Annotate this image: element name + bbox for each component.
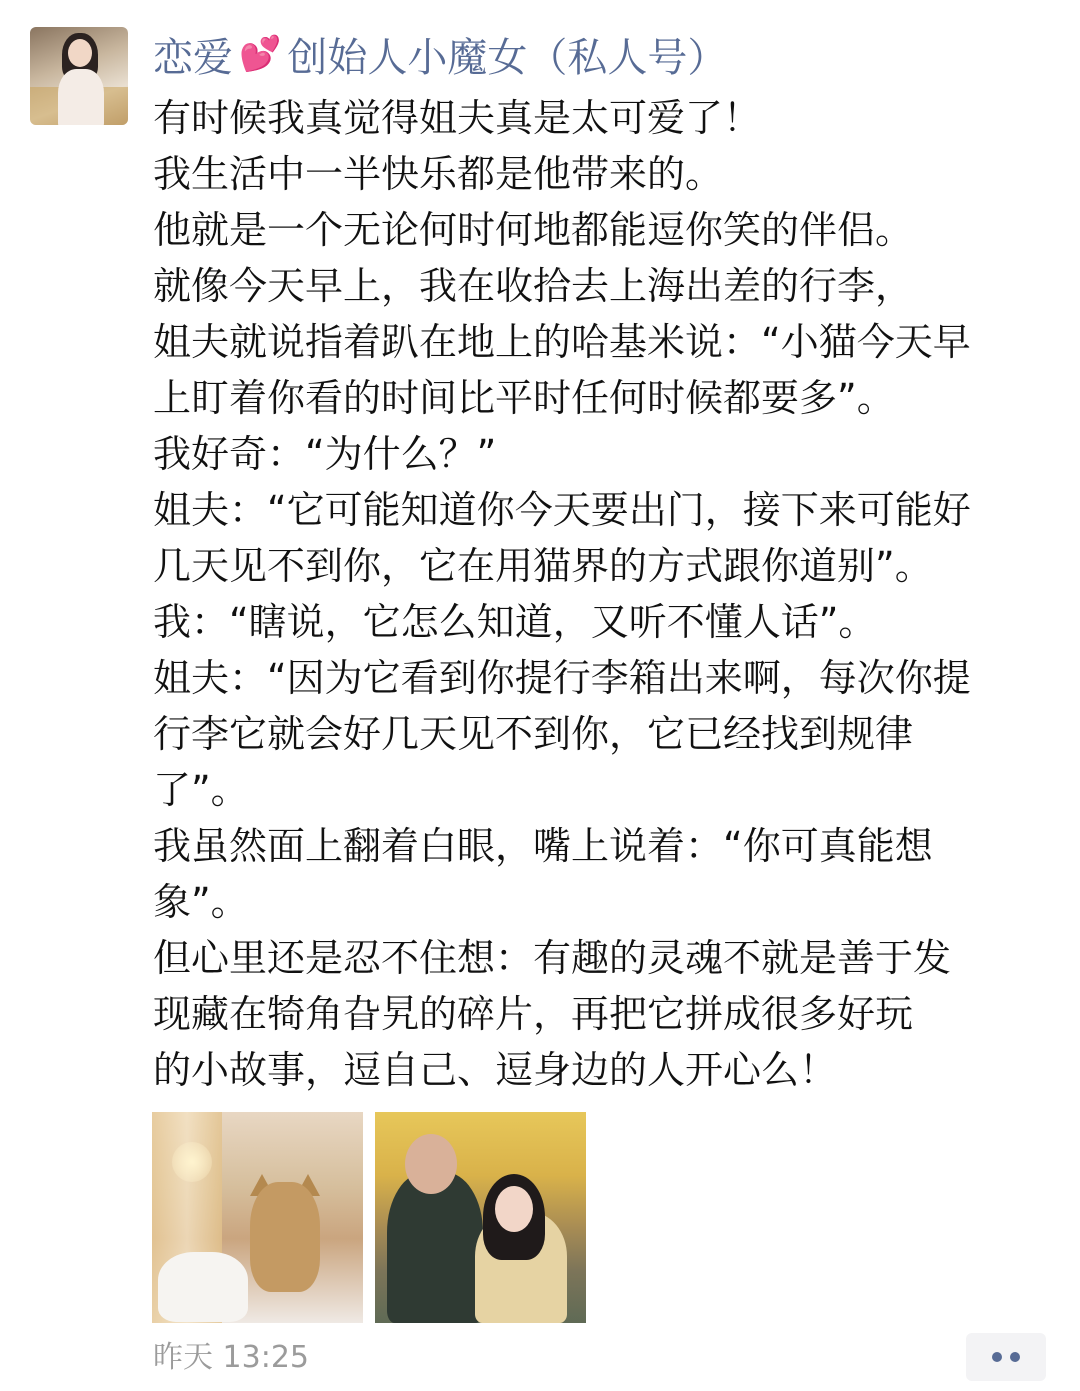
more-dots-icon <box>992 1352 1002 1362</box>
post-timestamp: 昨天 13:25 <box>153 1340 309 1375</box>
post-text-line: 现藏在犄角旮旯的碎片，再把它拼成很多好玩 <box>153 992 914 1036</box>
post-text-line: 我：“瞎说，它怎么知道，又听不懂人话”。 <box>153 600 877 644</box>
post-text-line: 姐夫就说指着趴在地上的哈基米说：“小猫今天早 <box>153 320 971 364</box>
post-text-line: 象”。 <box>153 880 249 924</box>
photo-lamp <box>172 1142 212 1182</box>
post-text-line: 的小故事，逗自己、逗身边的人开心么！ <box>153 1048 838 1092</box>
post-text-line: 上盯着你看的时间比平时任何时候都要多”。 <box>153 376 895 420</box>
man-figure <box>387 1172 483 1323</box>
couple-photo[interactable] <box>375 1112 586 1323</box>
cat-figure <box>250 1182 320 1292</box>
author-name-prefix: 恋爱 <box>153 34 233 81</box>
post-text-line: 行李它就会好几天见不到你，它已经找到规律 <box>153 712 914 756</box>
more-actions-button[interactable] <box>966 1333 1046 1381</box>
man-head <box>405 1134 457 1194</box>
post-text-line: 我生活中一半快乐都是他带来的。 <box>153 152 724 196</box>
avatar-face <box>68 39 92 67</box>
post-text-line: 我虽然面上翻着白眼，嘴上说着：“你可真能想 <box>153 824 933 868</box>
post-text-line: 姐夫：“它可能知道你今天要出门，接下来可能好 <box>153 488 971 532</box>
cat-photo[interactable] <box>152 1112 363 1323</box>
post-text-line: 但心里还是忍不住想：有趣的灵魂不就是善于发 <box>153 936 952 980</box>
post-text <box>153 90 1053 1098</box>
more-dots-icon <box>1010 1352 1020 1362</box>
post-text-line: 几天见不到你，它在用猫界的方式跟你道别”。 <box>153 544 933 588</box>
avatar-dress <box>58 69 104 125</box>
post-text-line: 有时候我真觉得姐夫真是太可爱了！ <box>153 96 762 140</box>
post-text-line: 了”。 <box>153 768 249 812</box>
post-text-line: 姐夫：“因为它看到你提行李箱出来啊，每次你提 <box>153 656 971 700</box>
photo-towel-bunny <box>158 1252 248 1322</box>
author-avatar[interactable] <box>30 27 128 125</box>
author-name[interactable] <box>153 26 727 82</box>
post-text-line: 就像今天早上，我在收拾去上海出差的行李， <box>153 264 914 308</box>
post-text-line: 他就是一个无论何时何地都能逗你笑的伴侣。 <box>153 208 914 252</box>
author-name-suffix: 创始人小魔女（私人号） <box>287 34 728 81</box>
two-hearts-icon: 💕 <box>239 34 282 74</box>
woman-face <box>495 1186 533 1232</box>
post-text-line: 我好奇：“为什么？” <box>153 432 497 476</box>
